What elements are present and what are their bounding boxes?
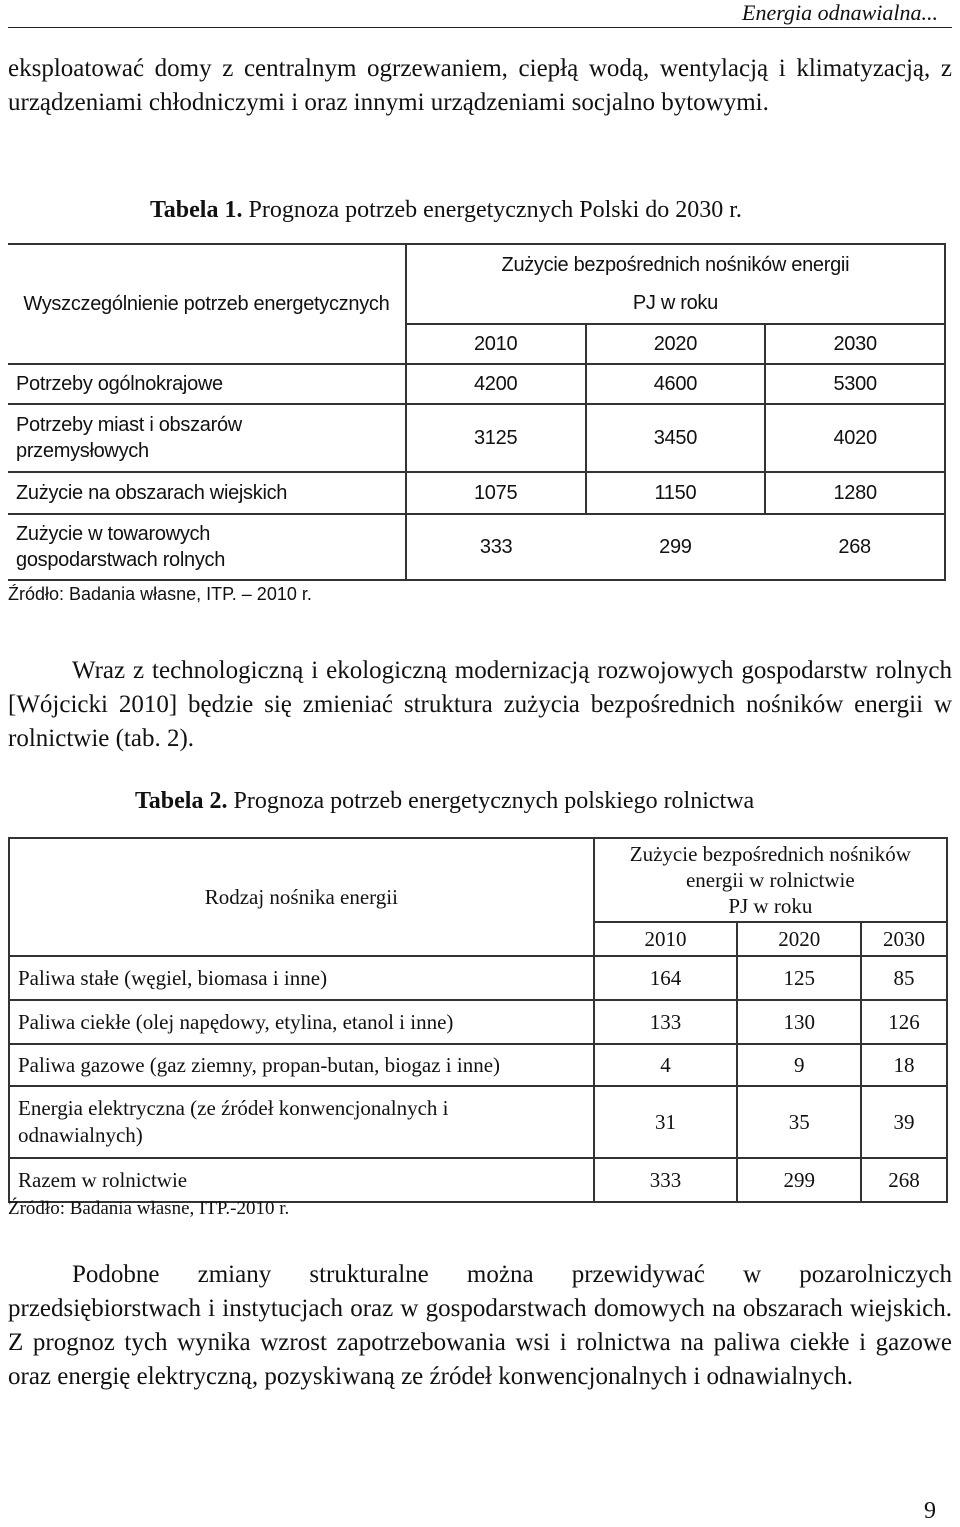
table2-year: 2010: [594, 922, 738, 956]
table-2: [8, 837, 948, 1203]
table1-cell: 4600: [586, 364, 766, 404]
table2-cell: 9: [737, 1044, 861, 1086]
table2-row-label: Energia elektryczna (ze źródeł konwencjonalnych i odnawialnych): [9, 1086, 594, 1158]
table1-cell: 1150: [586, 472, 766, 514]
table2-row: [9, 956, 947, 1000]
table1-row: [8, 472, 945, 514]
table1-header-group: [406, 244, 945, 324]
table1-cell: 1075: [406, 472, 586, 514]
table2-header-unit: PJ w roku: [728, 894, 813, 918]
table1-cell: 5300: [765, 364, 945, 404]
table2-header-group: [594, 838, 947, 922]
table1-caption: [150, 197, 742, 224]
table1-cell: 299: [586, 514, 766, 580]
table1-row: [8, 364, 945, 404]
table2-cell: 125: [737, 956, 861, 1000]
table-1: [8, 243, 946, 581]
table2-row: [9, 1000, 947, 1044]
final-paragraph: Podobne zmiany strukturalne można przewidywać w pozarolniczych przedsiębiorstwach i instytucjach oraz w gospodarstwach domowych na obszarach wiejskich. Z prognoz tych wynika wzrost zapotrzebowania wsi i rolnictwa na paliwa ciekłe i gazowe oraz energię elektryczną, pozyskiwaną ze źródeł konwencjonalnych i odnawialnych.: [8, 1261, 952, 1390]
table1-cell: 3125: [406, 404, 586, 472]
table2-cell: 268: [861, 1158, 947, 1202]
table1-row-label: Zużycie w towarowych gospodarstwach rolnych: [8, 514, 406, 580]
table2-cell: 130: [737, 1000, 861, 1044]
intro-paragraph: eksploatować domy z centralnym ogrzewaniem, ciepłą wodą, wentylacją i klimatyzacją, z urządzeniami chłodniczymi i oraz innymi urządzeniami socjalno bytowymi.: [8, 55, 952, 116]
table2-row: [9, 1044, 947, 1086]
table1-header-left: Wyszczególnienie potrzeb energetycznych: [8, 244, 406, 364]
table2-caption: [135, 788, 754, 815]
table1-year: 2030: [765, 324, 945, 364]
table1-year: 2010: [406, 324, 586, 364]
table1-source: Źródło: Badania własne, ITP. – 2010 r.: [8, 584, 312, 604]
table2-cell: 164: [594, 956, 738, 1000]
table2-row: [9, 1086, 947, 1158]
table2-row-label: Razem w rolnictwie: [9, 1158, 594, 1202]
table1-row-label: Potrzeby ogólnokrajowe: [8, 364, 406, 404]
table2-cell: 39: [861, 1086, 947, 1158]
table1-caption-label: Tabela 1.: [150, 197, 243, 223]
table1-header-group-title: Zużycie bezpośrednich nośników energii: [501, 254, 850, 276]
table2-cell: 18: [861, 1044, 947, 1086]
table1-cell: 1280: [765, 472, 945, 514]
table2-cell: 4: [594, 1044, 738, 1086]
table1-year: 2020: [586, 324, 766, 364]
table2-row-label: Paliwa ciekłe (olej napędowy, etylina, etanol i inne): [9, 1000, 594, 1044]
table2-caption-text: Prognoza potrzeb energetycznych polskiego rolnictwa: [233, 788, 755, 814]
table2-header-group-title: Zużycie bezpośrednich nośników energii w rolnictwie: [629, 842, 911, 892]
table1-caption-text: Prognoza potrzeb energetycznych Polski do 2030 r.: [248, 197, 742, 223]
table2-cell: 31: [594, 1086, 738, 1158]
table2-caption-label: Tabela 2.: [135, 788, 228, 814]
table2-source: Źródło: Badania własne, ITP.-2010 r.: [8, 1198, 290, 1219]
table2-cell: 126: [861, 1000, 947, 1044]
table2-row-label: Paliwa gazowe (gaz ziemny, propan-butan, biogaz i inne): [9, 1044, 594, 1086]
table2-cell: 333: [594, 1158, 738, 1202]
table2-cell: 299: [737, 1158, 861, 1202]
table1-cell: 4020: [765, 404, 945, 472]
table2-year: 2020: [737, 922, 861, 956]
table1-header-unit: PJ w roku: [632, 292, 718, 314]
middle-paragraph: Wraz z technologiczną i ekologiczną modernizacją rozwojowych gospodarstw rolnych [Wójcicki 2010] będzie się zmieniać struktura zużycia bezpośrednich nośników energii w rolnictwie (tab. 2).: [8, 657, 952, 752]
table1-cell: 268: [765, 514, 945, 580]
table2-row: [9, 1158, 947, 1202]
table2-year: 2030: [861, 922, 947, 956]
table1-row-label: Potrzeby miast i obszarów przemysłowych: [8, 404, 406, 472]
table1-cell: 4200: [406, 364, 586, 404]
table2-cell: 85: [861, 956, 947, 1000]
table1-row: [8, 404, 945, 472]
table2-row-label: Paliwa stałe (węgiel, biomasa i inne): [9, 956, 594, 1000]
table2-cell: 35: [737, 1086, 861, 1158]
table1-row: [8, 514, 945, 580]
table2-cell: 133: [594, 1000, 738, 1044]
running-title: Energia odnawialna...: [742, 0, 938, 25]
page-number: 9: [924, 1498, 936, 1524]
table1-cell: 3450: [586, 404, 766, 472]
table1-cell: 333: [406, 514, 586, 580]
table1-row-label: Zużycie na obszarach wiejskich: [8, 472, 406, 514]
running-header: [8, 0, 952, 28]
table2-header-left: Rodzaj nośnika energii: [9, 838, 594, 956]
